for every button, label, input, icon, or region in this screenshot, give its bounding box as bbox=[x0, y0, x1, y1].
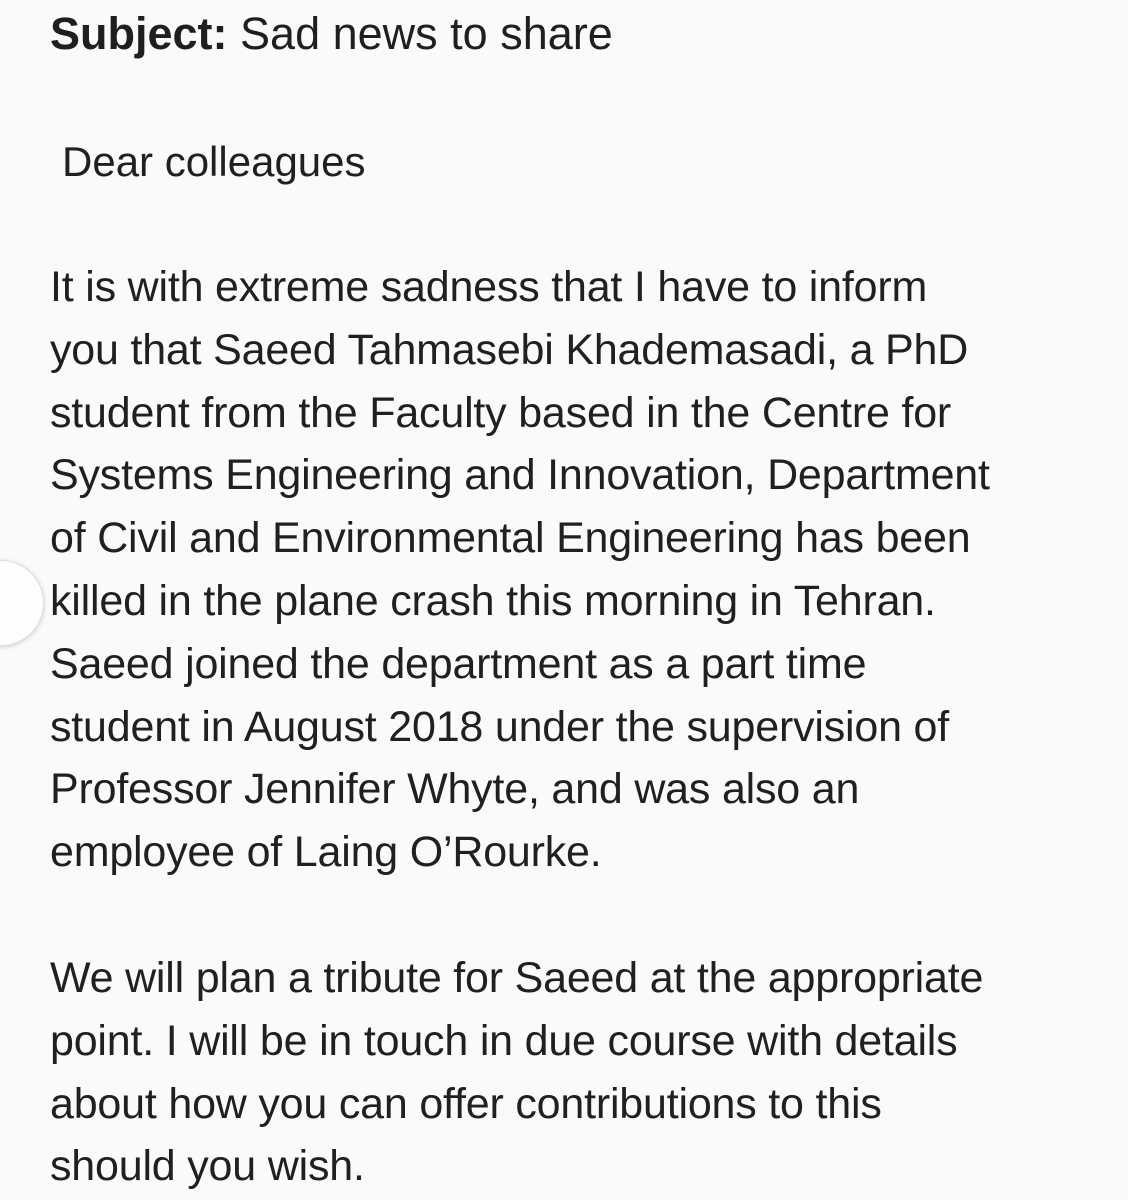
email-body-paragraph: It is with extreme sadness that I have to inform you that Saeed Tahmasebi Khademasadi, a PhD student from the Faculty based in the Centre for Systems Engineering and Innovation, Department of Civil and Environmental Engineering has been killed in the plane crash this morning in Tehran. Saeed joined the department as a part time student in August 2018 under the supervision of Professor Jennifer Whyte, and was also an employee of Laing O’Rourke. bbox=[50, 263, 990, 877]
scroll-handle[interactable] bbox=[0, 560, 44, 646]
email-greeting: Dear colleagues bbox=[62, 138, 366, 185]
subject-text: Sad news to share bbox=[227, 8, 613, 59]
email-body-paragraph: We will plan a tribute for Saeed at the appropriate point. I will be in touch in due course with details about how you can offer contributions to this should you wish. bbox=[50, 954, 984, 1191]
email-subject bbox=[50, 6, 613, 62]
subject-label: Subject: bbox=[50, 8, 228, 59]
